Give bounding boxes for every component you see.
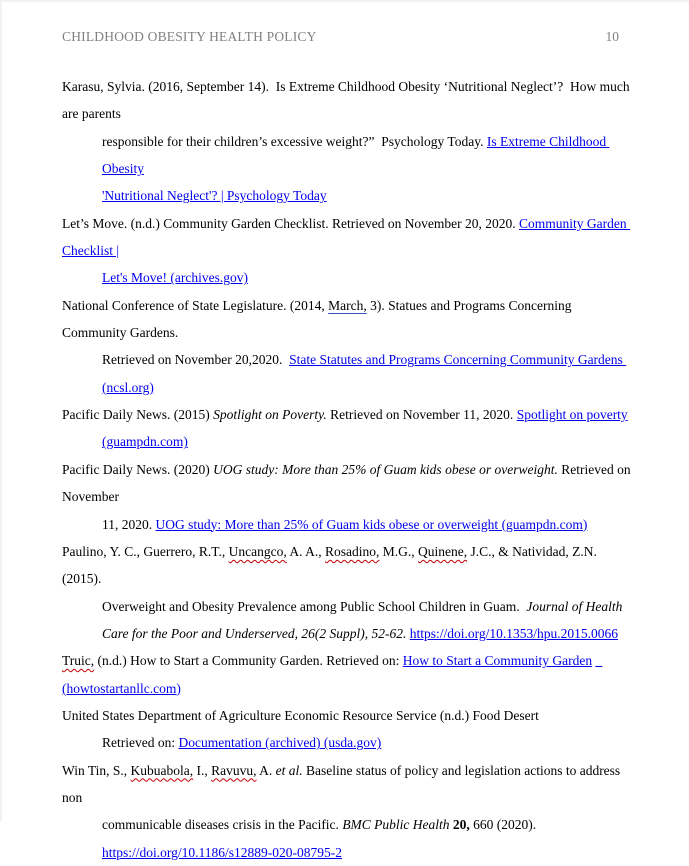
misspelled-word: Rosadino, xyxy=(324,543,380,559)
text-segment: Pacific Daily News. (2015) xyxy=(62,407,214,423)
hyperlink[interactable]: Community Garden Checklist | xyxy=(62,215,631,259)
reference-line xyxy=(62,839,637,866)
reference-line xyxy=(62,511,637,538)
text-segment: 660 (2020). xyxy=(469,817,537,833)
reference-line xyxy=(62,757,637,812)
reference-line xyxy=(62,73,637,128)
reference-line xyxy=(62,538,637,593)
text-segment: Spotlight on Poverty. xyxy=(213,407,327,423)
reference-line xyxy=(62,264,637,291)
reference-entry xyxy=(62,456,637,538)
text-segment: Karasu, Sylvia. (2016, September 14). Is Extreme Childhood Obesity ‘Nutritional Neglect’? How much are parents xyxy=(62,79,634,122)
text-segment: 3). Statues and Programs Concerning Community Gardens. xyxy=(62,297,575,341)
text-segment: 11, 2020. xyxy=(102,516,156,532)
reference-line xyxy=(62,346,637,401)
hyperlink[interactable]: (howtostartanllc.com) xyxy=(62,680,181,696)
page-header xyxy=(2,2,689,46)
text-segment: Win Tin, S., xyxy=(62,762,131,778)
hyperlink[interactable]: 'Nutritional Neglect'? | Psychology Today xyxy=(102,188,327,204)
grammar-flagged-word: March, xyxy=(328,297,367,313)
reference-entry xyxy=(62,73,637,210)
hyperlink[interactable]: Documentation (archived) (usda.gov) xyxy=(178,735,382,751)
text-segment: responsible for their children’s excessive weight?” Psychology Today. xyxy=(102,133,487,149)
text-segment: Retrieved on: xyxy=(102,735,179,751)
hyperlink[interactable]: https://doi.org/10.1353/hpu.2015.0066 xyxy=(409,625,618,641)
reference-line xyxy=(62,702,637,729)
text-segment: I., xyxy=(193,762,212,778)
text-segment: UOG study: More than 25% of Guam kids obese or overweight. xyxy=(213,461,558,477)
text-segment: BMC Public Health xyxy=(342,817,450,833)
reference-entry xyxy=(62,702,637,757)
reference-line xyxy=(62,292,637,347)
references-list xyxy=(2,46,689,866)
hyperlink[interactable]: Let's Move! (archives.gov) xyxy=(102,270,249,286)
text-segment: Paulino, Y. C., Guerrero, R.T., xyxy=(62,543,229,559)
text-segment: Care for the Poor and Underserved, 26(2 Suppl), 52-62. xyxy=(102,625,407,641)
text-segment: M.G., xyxy=(379,543,419,559)
misspelled-word: Quinene, xyxy=(418,543,468,559)
reference-line xyxy=(62,401,637,428)
reference-line xyxy=(62,456,637,511)
text-segment: Pacific Daily News. (2020) xyxy=(62,461,214,477)
page-number: 10 xyxy=(605,29,619,44)
hyperlink[interactable]: How to Start a Community Garden xyxy=(402,653,593,669)
misspelled-word: Kubuabola, xyxy=(130,762,194,778)
reference-line xyxy=(62,428,637,455)
text-segment: communicable diseases crisis in the Pacific. xyxy=(102,817,343,833)
running-head: CHILDHOOD OBESITY HEALTH POLICY xyxy=(62,29,317,44)
reference-line xyxy=(62,675,637,702)
hyperlink[interactable]: State Statutes and Programs Concerning Community Gardens (ncsl.org) xyxy=(102,352,627,395)
reference-entry xyxy=(62,401,637,456)
text-segment: A. A., xyxy=(286,543,325,559)
text-segment: Overweight and Obesity Prevalence among Public School Children in Guam. xyxy=(102,598,527,614)
reference-line xyxy=(62,210,637,265)
text-segment: Retrieved on November 20,2020. xyxy=(102,352,290,368)
hyperlink[interactable]: (guampdn.com) xyxy=(102,434,188,450)
text-segment: Retrieved on November xyxy=(62,461,635,505)
misspelled-word: Uncangco, xyxy=(228,543,287,559)
text-segment: A. xyxy=(256,762,276,778)
text-segment: 20, xyxy=(452,817,470,833)
hyperlink[interactable]: Spotlight on poverty xyxy=(516,407,628,423)
reference-entry xyxy=(62,757,637,866)
text-segment: (n.d.) How to Start a Community Garden. Retrieved on: xyxy=(94,653,403,669)
text-segment: Retrieved on November 11, 2020. xyxy=(326,407,517,423)
reference-line xyxy=(62,811,637,838)
reference-entry xyxy=(62,292,637,401)
reference-line xyxy=(62,182,637,209)
hyperlink[interactable]: UOG study: More than 25% of Guam kids obese or overweight (guampdn.com) xyxy=(155,516,588,532)
text-segment: Let’s Move. (n.d.) Community Garden Checklist. Retrieved on November 20, 2020. xyxy=(62,215,520,231)
reference-line xyxy=(62,729,637,756)
reference-line xyxy=(62,647,637,674)
hyperlink[interactable]: _ xyxy=(595,653,603,669)
reference-line xyxy=(62,620,637,647)
misspelled-word: Truic, xyxy=(62,653,95,669)
hyperlink[interactable]: https://doi.org/10.1186/s12889-020-08795-2 xyxy=(102,844,343,860)
reference-entry xyxy=(62,647,637,702)
reference-line xyxy=(62,128,637,183)
reference-entry xyxy=(62,210,637,292)
text-segment: National Conference of State Legislature. (2014, xyxy=(62,297,329,313)
hyperlink[interactable]: Is Extreme Childhood Obesity xyxy=(102,133,610,177)
text-segment: United States Department of Agriculture Economic Resource Service (n.d.) Food Desert xyxy=(62,707,539,723)
text-segment: J.C., & Natividad, Z.N. (2015). xyxy=(62,543,601,587)
text-segment: et al. xyxy=(275,762,303,778)
misspelled-word: Ravuvu, xyxy=(211,762,257,778)
reference-entry xyxy=(62,538,637,647)
text-segment: Journal of Health xyxy=(526,598,623,614)
text-segment: Baseline status of policy and legislation actions to address non xyxy=(62,762,624,805)
reference-line xyxy=(62,593,637,620)
